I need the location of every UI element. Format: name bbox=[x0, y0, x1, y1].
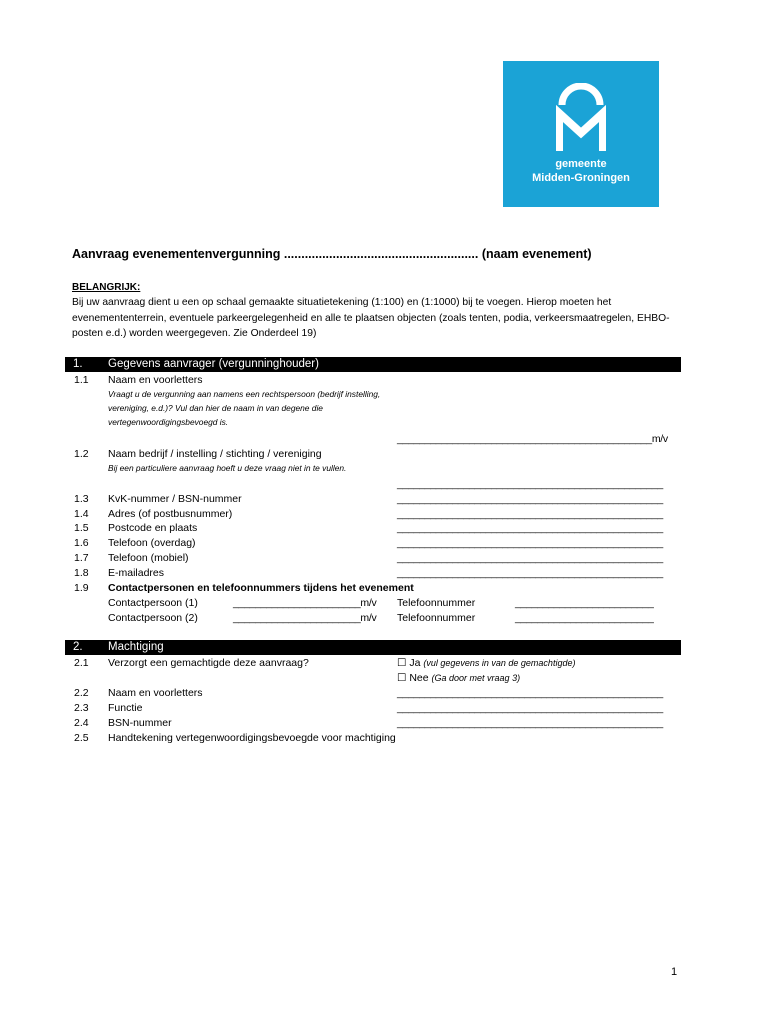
option-yes[interactable] bbox=[397, 657, 575, 669]
item-number: 2.4 bbox=[74, 717, 89, 729]
item-label: KvK-nummer / BSN-nummer bbox=[108, 493, 242, 505]
section-2-header bbox=[65, 640, 681, 655]
phone-label: Telefoonnummer bbox=[397, 612, 476, 624]
item-note: Bij een particuliere aanvraag hoeft u deze vraag niet in te vullen. bbox=[108, 463, 347, 473]
function-field[interactable]: ________________________________________________ bbox=[397, 702, 663, 714]
item-number: 2.5 bbox=[74, 732, 89, 744]
option-no[interactable] bbox=[397, 672, 520, 684]
company-field[interactable]: ________________________________________________ bbox=[397, 478, 663, 490]
item-number: 1.1 bbox=[74, 374, 89, 386]
item-label: BSN-nummer bbox=[108, 717, 172, 729]
item-label: Contactpersonen en telefoonnummers tijdens het evenement bbox=[108, 582, 414, 594]
kvk-field[interactable]: ________________________________________________ bbox=[397, 493, 663, 505]
item-label: Postcode en plaats bbox=[108, 522, 198, 534]
item-number: 1.3 bbox=[74, 493, 89, 505]
option-note: (vul gegevens in van de gemachtigde) bbox=[423, 658, 576, 668]
option-text: Ja bbox=[409, 657, 421, 669]
contact-label: Contactpersoon (1) bbox=[108, 597, 198, 609]
m-logo-icon bbox=[556, 83, 606, 153]
contact-2-phone-field[interactable]: _________________________ bbox=[515, 612, 654, 624]
item-note: Vraagt u de vergunning aan namens een rechtspersoon (bedrijf instelling, vereniging, e.d.)? Vul dan hier de naam in van degene die vertegenwoordigingsbevoegd is. bbox=[108, 389, 381, 427]
municipality-logo bbox=[503, 61, 659, 207]
item-number: 1.2 bbox=[74, 448, 89, 460]
contact-label: Contactpersoon (2) bbox=[108, 612, 198, 624]
option-text: Nee bbox=[409, 672, 429, 684]
item-label: Functie bbox=[108, 702, 143, 714]
page-number: 1 bbox=[671, 966, 678, 978]
section-title: Gegevens aanvrager (vergunninghouder) bbox=[108, 358, 319, 370]
important-label: BELANGRIJK: bbox=[72, 282, 141, 293]
checkbox-icon[interactable]: ☐ bbox=[397, 672, 407, 684]
contact-1-field[interactable]: _______________________m/v bbox=[233, 597, 377, 609]
item-label: Telefoon (mobiel) bbox=[108, 552, 189, 564]
document-title: Aanvraag evenementenvergunning ........................................................ (naam evenement) bbox=[72, 247, 592, 261]
item-label: Adres (of postbusnummer) bbox=[108, 508, 233, 520]
item-label: Handtekening vertegenwoordigingsbevoegde voor machtiging bbox=[108, 732, 396, 744]
item-number: 2.1 bbox=[74, 657, 89, 669]
bsn-field[interactable]: ________________________________________________ bbox=[397, 717, 663, 729]
item-number: 2.2 bbox=[74, 687, 89, 699]
item-number: 1.8 bbox=[74, 567, 89, 579]
section-number: 1. bbox=[73, 358, 83, 370]
checkbox-icon[interactable]: ☐ bbox=[397, 657, 407, 669]
name-field[interactable]: ______________________________________________m/v bbox=[397, 433, 668, 445]
item-number: 1.7 bbox=[74, 552, 89, 564]
contact-2-field[interactable]: _______________________m/v bbox=[233, 612, 377, 624]
item-label: Naam bedrijf / instelling / stichting / vereniging bbox=[108, 448, 322, 460]
phone-mobile-field[interactable]: ________________________________________________ bbox=[397, 552, 663, 564]
section-1-header bbox=[65, 357, 681, 372]
item-number: 1.4 bbox=[74, 508, 89, 520]
phone-day-field[interactable]: ________________________________________________ bbox=[397, 537, 663, 549]
item-number: 1.5 bbox=[74, 522, 89, 534]
logo-text-line2: Midden-Groningen bbox=[532, 172, 630, 184]
section-title: Machtiging bbox=[108, 641, 164, 653]
email-field[interactable]: ________________________________________________ bbox=[397, 567, 663, 579]
item-label: Naam en voorletters bbox=[108, 687, 203, 699]
section-number: 2. bbox=[73, 641, 83, 653]
postcode-field[interactable]: ________________________________________________ bbox=[397, 522, 663, 534]
item-label: Verzorgt een gemachtigde deze aanvraag? bbox=[108, 657, 309, 669]
address-field[interactable]: ________________________________________________ bbox=[397, 508, 663, 520]
item-number: 1.6 bbox=[74, 537, 89, 549]
phone-label: Telefoonnummer bbox=[397, 597, 476, 609]
item-label: Telefoon (overdag) bbox=[108, 537, 196, 549]
item-number: 1.9 bbox=[74, 582, 89, 594]
contact-1-phone-field[interactable]: _________________________ bbox=[515, 597, 654, 609]
item-label: Naam en voorletters bbox=[108, 374, 203, 386]
option-note: (Ga door met vraag 3) bbox=[431, 673, 521, 683]
item-number: 2.3 bbox=[74, 702, 89, 714]
authorized-name-field[interactable]: ________________________________________________ bbox=[397, 687, 663, 699]
important-text: Bij uw aanvraag dient u een op schaal gemaakte situatietekening (1:100) en (1:1000) bij te voegen. Hierop moeten het evenemententerrein, eventuele parkeergelegenheid en alle te plaatsen objecten (zoals tenten, podia, verkeersmaatregelen, EHBO-posten e.d.) worden weergegeven. Zie Onderdeel 19) bbox=[72, 297, 670, 340]
item-label: E-mailadres bbox=[108, 567, 165, 579]
logo-text-line1: gemeente bbox=[555, 158, 607, 170]
